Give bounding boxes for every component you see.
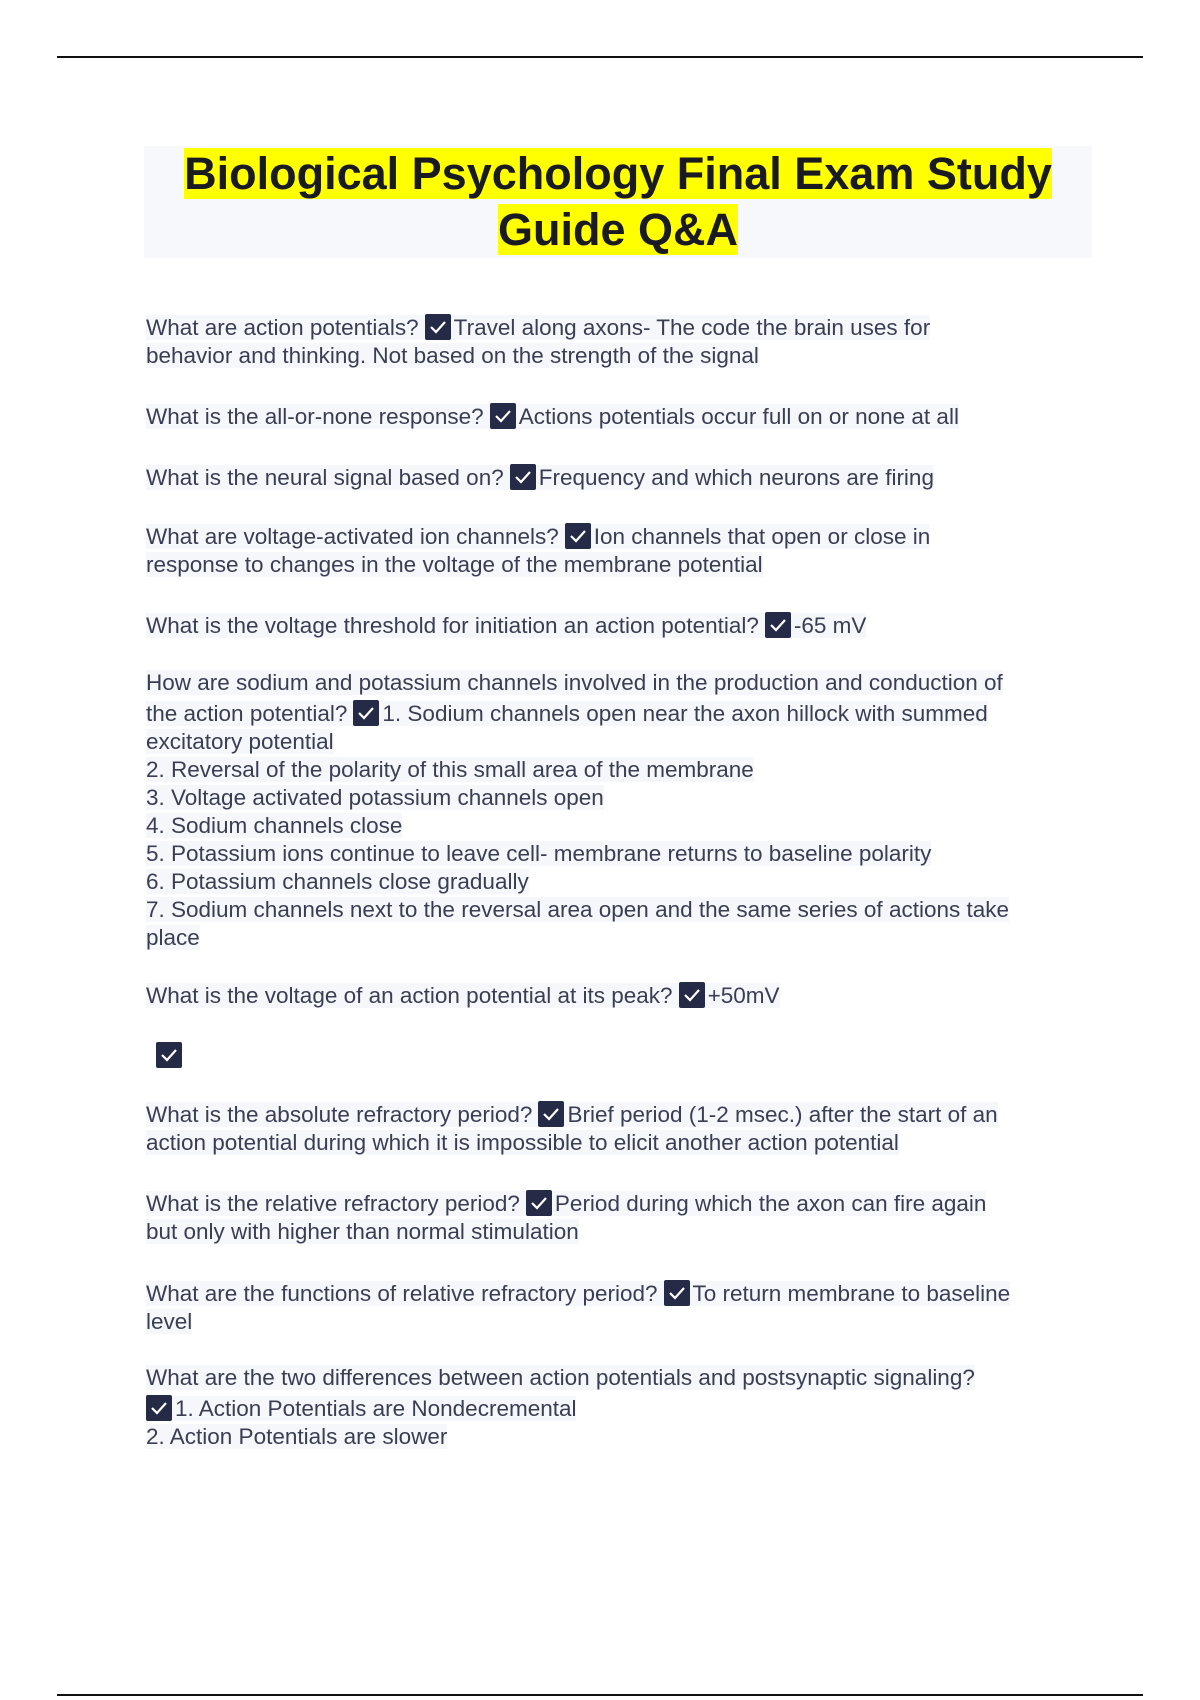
qa-item (146, 1364, 975, 1451)
answer-continued: level (146, 1309, 193, 1334)
answer-line: place (146, 925, 200, 950)
question: How are sodium and potassium channels involved in the production and conduction of (146, 670, 1003, 695)
answer: Travel along axons- The code the brain uses for (453, 315, 931, 340)
checkmark-icon (526, 1190, 552, 1216)
qa-item (146, 464, 934, 492)
question: What is the voltage of an action potential at its peak? (146, 983, 673, 1008)
page-title (144, 146, 1092, 258)
question: What are the two differences between action potentials and postsynaptic signaling? (146, 1365, 975, 1390)
qa-item (146, 982, 780, 1010)
checkmark-icon (156, 1042, 182, 1068)
question: What are the functions of relative refractory period? (146, 1281, 658, 1306)
qa-item (146, 1280, 1010, 1336)
answer: Actions potentials occur full on or none at all (518, 404, 959, 429)
qa-item (146, 403, 959, 431)
checkmark-icon (679, 982, 705, 1008)
checkmark-icon (510, 464, 536, 490)
answer-line: 3. Voltage activated potassium channels open (146, 785, 604, 810)
answer: 1. Action Potentials are Nondecremental (175, 1396, 577, 1421)
qa-item (146, 523, 930, 579)
checkmark-icon (353, 700, 379, 726)
qa-item (146, 314, 930, 370)
bottom-rule (57, 1694, 1143, 1696)
title-block (144, 146, 1092, 258)
answer: Frequency and which neurons are firing (538, 465, 934, 490)
question: What is the relative refractory period? (146, 1191, 520, 1216)
answer: Brief period (1-2 msec.) after the start of an (567, 1102, 998, 1127)
question: What are action potentials? (146, 315, 419, 340)
answer-line: 2. Reversal of the polarity of this small area of the membrane (146, 757, 754, 782)
answer-line: excitatory potential (146, 729, 334, 754)
question: What is the voltage threshold for initiation an action potential? (146, 613, 759, 638)
checkmark-icon (765, 612, 791, 638)
question: What is the absolute refractory period? (146, 1102, 533, 1127)
top-rule (57, 56, 1143, 58)
question-continued: the action potential? (146, 701, 348, 726)
answer: -65 mV (793, 613, 867, 638)
checkmark-icon (565, 523, 591, 549)
title-line-2: Guide Q&A (497, 204, 738, 255)
answer: Ion channels that open or close in (593, 524, 931, 549)
qa-item (146, 669, 1009, 952)
answer: 1. Sodium channels open near the axon hillock with summed (382, 701, 988, 726)
checkmark-icon (538, 1101, 564, 1127)
qa-item (146, 612, 866, 640)
checkmark-icon (664, 1280, 690, 1306)
answer-line: 4. Sodium channels close (146, 813, 403, 838)
qa-item (146, 1101, 998, 1157)
answer-line: 2. Action Potentials are slower (146, 1424, 448, 1449)
question: What is the all-or-none response? (146, 404, 484, 429)
qa-item (146, 1190, 986, 1246)
question: What is the neural signal based on? (146, 465, 504, 490)
answer-continued: response to changes in the voltage of the membrane potential (146, 552, 763, 577)
question: What are voltage-activated ion channels? (146, 524, 559, 549)
answer-continued: action potential during which it is impossible to elicit another action potential (146, 1130, 899, 1155)
answer-line: 7. Sodium channels next to the reversal area open and the same series of actions take (146, 897, 1010, 922)
answer: +50mV (707, 983, 780, 1008)
answer: To return membrane to baseline (692, 1281, 1011, 1306)
answer-continued: but only with higher than normal stimulation (146, 1219, 579, 1244)
answer-continued: behavior and thinking. Not based on the strength of the signal (146, 343, 759, 368)
answer-line: 6. Potassium channels close gradually (146, 869, 529, 894)
title-line-1: Biological Psychology Final Exam Study (184, 148, 1052, 199)
answer: Period during which the axon can fire again (554, 1191, 987, 1216)
checkmark-icon (425, 314, 451, 340)
answer-line: 5. Potassium ions continue to leave cell- membrane returns to baseline polarity (146, 841, 932, 866)
checkmark-icon (146, 1395, 172, 1421)
checkmark-icon (490, 403, 516, 429)
